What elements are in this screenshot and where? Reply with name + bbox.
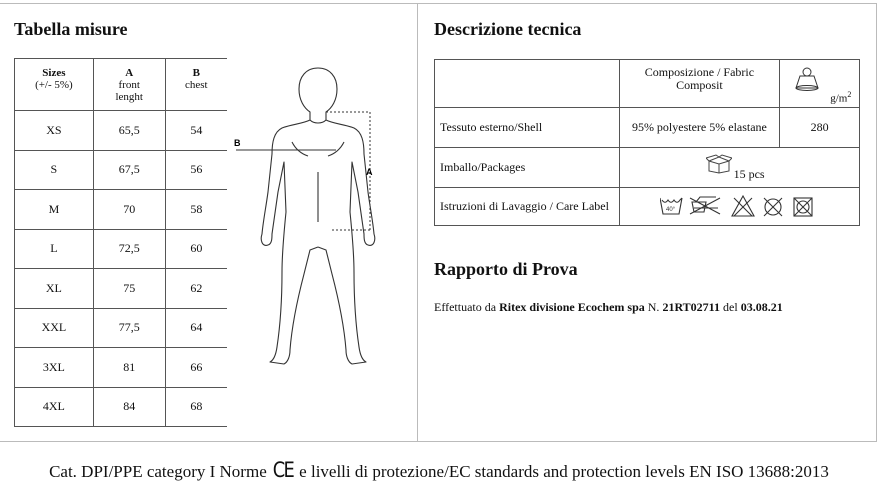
no-iron-icon (764, 198, 782, 216)
technical-title: Descrizione tecnica (434, 19, 582, 39)
size-cell: M (15, 190, 94, 230)
shell-label: Tessuto esterno/Shell (435, 108, 620, 148)
table-row (435, 148, 860, 188)
shell-weight: 280 (780, 108, 860, 148)
chest-cell: 56 (165, 150, 227, 190)
report-text: Effettuato da Ritex divisione Ecochem spa N. 21RT02711 del 03.08.21 (434, 300, 783, 314)
column-divider (417, 3, 418, 442)
front-length-cell: 84 (93, 387, 165, 427)
front-length-cell: 70 (93, 190, 165, 230)
care-icons-row (660, 194, 830, 220)
size-cell: XL (15, 269, 94, 309)
body-measurement-figure (232, 62, 404, 372)
technical-table (434, 59, 860, 226)
figure-label-b: B (234, 138, 241, 148)
composition-header-cell: Composizione / Fabric Composit (619, 60, 780, 108)
chest-cell: 68 (165, 387, 227, 427)
table-row (435, 188, 860, 226)
chest-cell: 64 (165, 308, 227, 348)
header-sizes: Sizes (+/- 5%) (15, 59, 94, 111)
table-row (15, 150, 228, 190)
empty-header-cell (435, 60, 620, 108)
size-cell: 4XL (15, 387, 94, 427)
table-row (15, 269, 228, 309)
front-length-cell: 77,5 (93, 308, 165, 348)
packages-value: 15 pcs (733, 167, 765, 181)
table-row (435, 108, 860, 148)
table-row (15, 387, 228, 427)
size-cell: XS (15, 111, 94, 151)
no-dry-clean-icon (794, 198, 812, 216)
report-title: Rapporto di Prova (434, 259, 578, 279)
table-row (15, 229, 228, 269)
box-icon (706, 154, 732, 174)
size-table (14, 58, 227, 427)
size-table-title: Tabella misure (14, 19, 128, 39)
table-row (15, 308, 228, 348)
shell-composition: 95% polyestere 5% elastane (619, 108, 780, 148)
table-row (15, 348, 228, 388)
footer-text: Cat. DPI/PPE category I Norme CE e livelli di protezione/EC standards and protection levels EN ISO 13688:2013 (49, 458, 829, 482)
header-front-length: A front lenght (93, 59, 165, 111)
size-cell: 3XL (15, 348, 94, 388)
wash-40-icon (660, 198, 682, 214)
front-length-cell: 81 (93, 348, 165, 388)
svg-text:40°: 40° (665, 207, 675, 213)
care-icons-cell (619, 188, 859, 226)
no-bleach-icon (690, 197, 720, 214)
chest-cell: 58 (165, 190, 227, 230)
no-tumble-dry-icon (732, 196, 754, 216)
header-chest: B chest (165, 59, 227, 111)
table-row (15, 111, 228, 151)
table-row (15, 190, 228, 230)
packages-label: Imballo/Packages (435, 148, 620, 188)
figure-label-a: A (366, 167, 373, 177)
chest-cell: 62 (165, 269, 227, 309)
weight-icon (793, 66, 821, 92)
care-label: Istruzioni di Lavaggio / Care Label (435, 188, 620, 226)
packages-cell (619, 148, 859, 188)
weight-unit: $g/m^2$ (830, 90, 852, 105)
front-length-cell: 65,5 (93, 111, 165, 151)
ce-mark-icon: CE (272, 458, 294, 482)
body-silhouette (261, 68, 375, 364)
footer-divider (0, 441, 877, 442)
size-cell: L (15, 229, 94, 269)
front-length-cell: 67,5 (93, 150, 165, 190)
front-length-cell: 72,5 (93, 229, 165, 269)
front-length-cell: 75 (93, 269, 165, 309)
chest-cell: 66 (165, 348, 227, 388)
frame-right-line (876, 3, 877, 442)
size-cell: XXL (15, 308, 94, 348)
table-row (435, 60, 860, 108)
weight-header-cell (780, 60, 860, 108)
frame-top-line (0, 3, 876, 4)
size-cell: S (15, 150, 94, 190)
size-table-header-row (15, 59, 228, 111)
chest-cell: 54 (165, 111, 227, 151)
chest-cell: 60 (165, 229, 227, 269)
